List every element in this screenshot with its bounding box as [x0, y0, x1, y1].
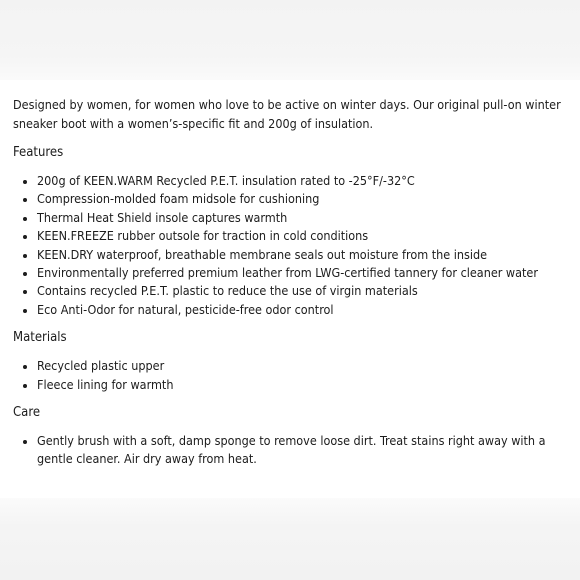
features-heading: Features [13, 145, 64, 160]
top-shaded-area [0, 0, 580, 80]
list-item: • Fleece lining for warmth [37, 376, 569, 394]
list-item: • Contains recycled P.E.T. plastic to reduce the use of virgin materials [37, 282, 569, 300]
features-list [13, 172, 569, 319]
list-item: • Gently brush with a soft, damp sponge to remove loose dirt. Treat stains right away with a gentle cleaner. Air dry away from heat. [37, 432, 569, 469]
list-item: • Recycled plastic upper [37, 357, 569, 375]
product-description [13, 96, 569, 479]
bottom-shaded-area [0, 498, 580, 580]
list-item: • KEEN.DRY waterproof, breathable membrane seals out moisture from the inside [37, 246, 569, 264]
list-item: • Compression-molded foam midsole for cushioning [37, 190, 569, 208]
care-list [13, 432, 569, 469]
care-heading: Care [13, 405, 41, 421]
list-item: • Environmentally preferred premium leather from LWG-certified tannery for cleaner water [37, 264, 569, 282]
intro-paragraph: Designed by women, for women who love to be active on winter days. Our original pull-on winter sneaker boot with a women’s-specific fit and 200g of insulation. [13, 97, 561, 131]
list-item: • KEEN.FREEZE rubber outsole for traction in cold conditions [37, 227, 569, 245]
materials-heading: Materials [13, 330, 67, 346]
materials-list [13, 357, 569, 394]
list-item: • Thermal Heat Shield insole captures warmth [37, 209, 569, 227]
list-item: • 200g of KEEN.WARM Recycled P.E.T. insulation rated to -25°F/-32°C [37, 172, 569, 190]
list-item: • Eco Anti-Odor for natural, pesticide-free odor control [37, 301, 569, 319]
